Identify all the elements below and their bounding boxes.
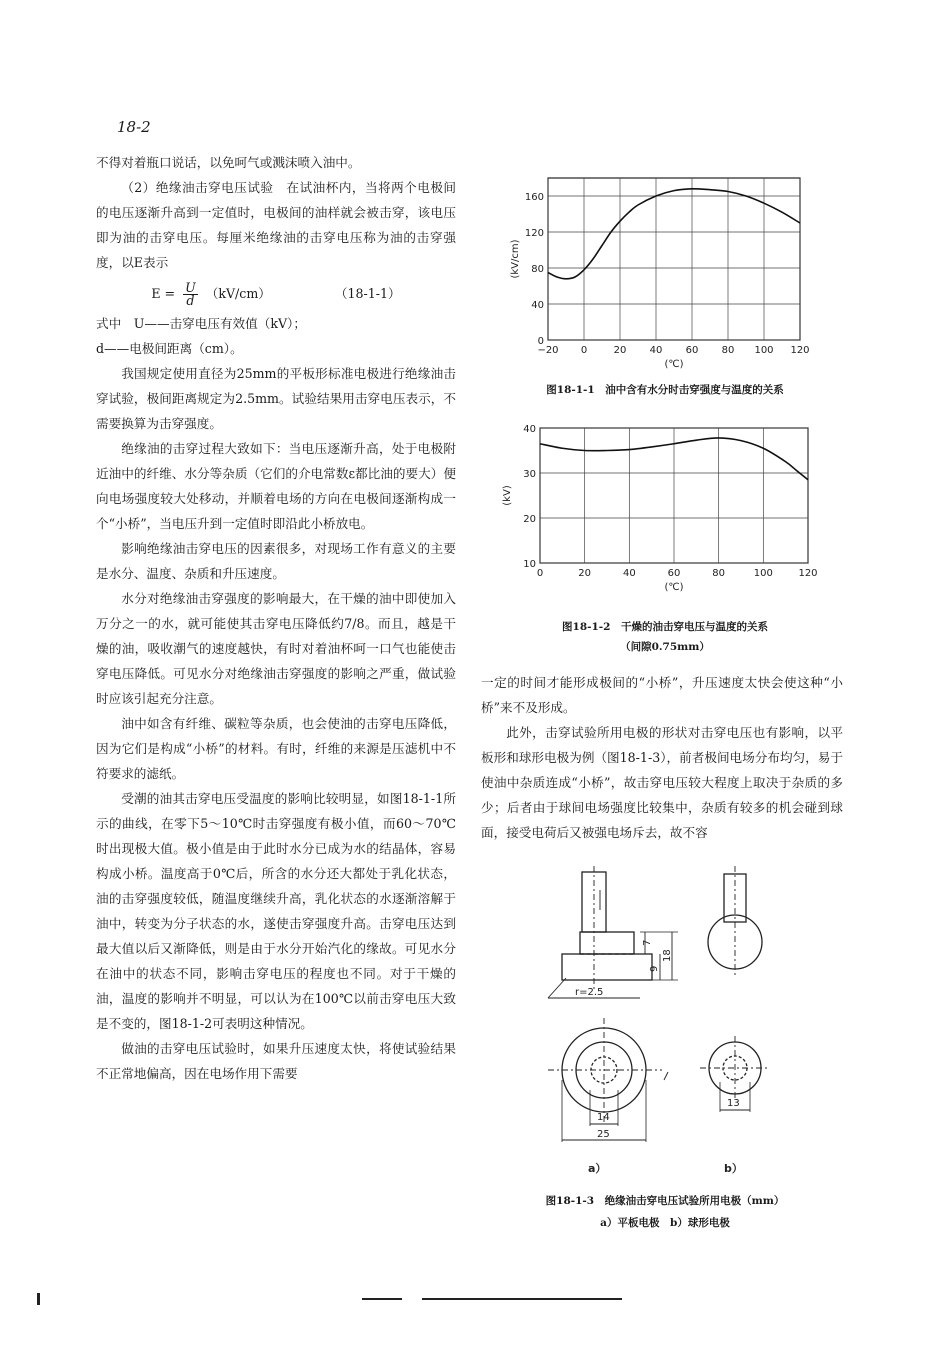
- y-axis-label: (kV/cm): [510, 239, 521, 279]
- y-tick-label: 40: [523, 424, 536, 435]
- y-tick-label: 120: [524, 228, 544, 239]
- x-axis-label: (℃): [664, 582, 684, 593]
- x-tick-label: 120: [790, 345, 810, 356]
- x-tick-label: 60: [667, 568, 681, 579]
- caption-fig-18-1-1: 图18-1-1 油中含有水分时击穿强度与温度的关系: [546, 384, 784, 396]
- x-tick-label: 100: [753, 568, 773, 579]
- formula-numerator: U: [185, 280, 196, 295]
- formula-lhs: E =: [151, 286, 176, 301]
- caption-fig-18-1-3-sub: a）平板电极 b）球形电极: [600, 1217, 730, 1229]
- paragraph: 一定的时间才能形成极间的“小桥”，升压速度太快会使这种“小桥”来不及形成。: [481, 675, 843, 715]
- y-tick-label: 20: [523, 514, 536, 525]
- x-tick-label: 0: [580, 345, 588, 356]
- dim-label: 14: [597, 1112, 610, 1123]
- subfigure-label-a: a）: [588, 1162, 607, 1175]
- x-tick-label: 20: [613, 345, 627, 356]
- caption-fig-18-1-3: 图18-1-3 绝缘油击穿电压试验所用电极（mm）: [545, 1195, 785, 1207]
- scan-mark: [422, 1298, 622, 1300]
- y-tick-label: 40: [531, 300, 544, 311]
- scan-mark: [362, 1298, 402, 1300]
- dim-label: 7: [642, 939, 653, 946]
- dim-label: r=2.5: [575, 987, 604, 998]
- paragraph: 绝缘油的击穿过程大致如下：当电压逐渐升高，处于电极附近油中的纤维、水分等杂质（它们的介电常数ε都比油的要大）便向电场强度较大处移动，并顺着电场的方向在电极间逐渐构成一个“小桥”，当电压升到一定值时即沿此小桥放电。: [96, 441, 456, 531]
- paragraph: 水分对绝缘油击穿强度的影响最大，在干燥的油中即使加入万分之一的水，就可能使其击穿电压降低约7/8。而且，越是干燥的油，吸收潮气的速度越快，有时对着油杯呵一口气也能使击穿电压降低。可见水分对绝缘油击穿强度的影响之严重，做试验时应该引起充分注意。: [96, 591, 456, 706]
- y-axis-label: (kV): [502, 485, 513, 506]
- x-tick-label: 100: [754, 345, 774, 356]
- x-tick-label: 0: [536, 568, 544, 579]
- paragraph: 影响绝缘油击穿电压的因素很多，对现场工作有意义的主要是水分、温度、杂质和升压速度。: [96, 541, 456, 581]
- electrode-upper-block: [580, 932, 634, 954]
- subfigure-label-b: b）: [724, 1162, 743, 1175]
- paragraph: 油中如含有纤维、碳粒等杂质，也会使油的击穿电压降低，因为它们是构成“小桥”的材料。有时，纤维的来源是压滤机中不符要求的滤纸。: [96, 716, 456, 781]
- formula-number: （18-1-1）: [334, 286, 401, 301]
- y-tick-label: 30: [523, 469, 536, 480]
- x-tick-label: 40: [649, 345, 663, 356]
- formula-unit: （kV/cm）: [205, 286, 271, 301]
- dim-label: 9: [649, 965, 660, 972]
- x-tick-label: 40: [622, 568, 636, 579]
- paragraph: 做油的击穿电压试验时，如果升压速度太快，将使试验结果不正常地偏高，因在电场作用下需要: [96, 1041, 456, 1081]
- x-tick-label: 80: [712, 568, 726, 579]
- x-tick-label: 80: [721, 345, 735, 356]
- paragraph: 我国规定使用直径为25mm的平板形标准电极进行绝缘油击穿试验，极间距离规定为2.5mm。试验结果用击穿电压表示，不需要换算为击穿强度。: [96, 366, 456, 431]
- y-tick-label: 0: [537, 336, 544, 347]
- y-tick-label: 10: [523, 559, 536, 570]
- paragraph: （2）绝缘油击穿电压试验 在试油杯内，当将两个电极间的电压逐渐升高到一定值时，电极间的油样就会被击穿，该电压即为油的击穿电压。每厘米绝缘油的击穿电压称为油的击穿强度，以E表示: [96, 180, 456, 270]
- paragraph: 受潮的油其击穿电压受温度的影响比较明显，如图18-1-1所示的曲线，在零下5～10℃时击穿强度有极小值，而60～70℃时出现极大值。极小值是由于此时水分已成为水的结晶体，容易构成小桥。温度高于0℃后，所含的水分还大都处于乳化状态，油的击穿强度较低，随温度继续升高，乳化状态的水逐渐溶解于油中，转变为分子状态的水，遂使击穿强度升高。击穿电压达到最大值以后又渐降低，则是由于水分开始汽化的缘故。可见水分在油中的状态不同，影响击穿电压的程度也不同。对于干燥的油，温度的影响并不明显，可以认为在100℃以前击穿电压大致是不变的，图18-1-2可表明这种情况。: [96, 791, 456, 1031]
- dim-label: 18: [662, 949, 673, 962]
- page-number: 18-2: [117, 118, 151, 136]
- dim-label: 13: [727, 1098, 740, 1109]
- x-tick-label: 20: [578, 568, 592, 579]
- formula-legend: d——电极间距离（cm）。: [96, 341, 243, 356]
- dim-label: 25: [597, 1129, 610, 1140]
- electrode-plate: [562, 954, 652, 980]
- caption-fig-18-1-2-sub: （间隙0.75mm）: [620, 641, 710, 653]
- paragraph: 不得对着瓶口说话，以免呵气或溅沫喷入油中。: [96, 155, 361, 170]
- x-tick-label: 60: [685, 345, 699, 356]
- paragraph: 此外，击穿试验所用电极的形状对击穿电压也有影响，以平板形和球形电极为例（图18-1-3），前者极间电场分布均匀，易于使油中杂质连成“小桥”，故击穿电压较大程度上取决于杂质的多少；后者由于球间电场强度比较集中，杂质有较多的机会碰到球面，接受电荷后又被强电场斥去，故不容: [481, 725, 843, 840]
- x-axis-label: (℃): [664, 359, 684, 370]
- formula-denominator: d: [186, 293, 195, 308]
- formula-legend: 式中 U——击穿电压有效值（kV）；: [96, 316, 306, 331]
- x-tick-label: 120: [798, 568, 818, 579]
- scan-mark: [37, 1293, 40, 1305]
- y-tick-label: 80: [531, 264, 544, 275]
- x-tick-label: −20: [537, 345, 559, 356]
- y-tick-label: 160: [524, 192, 544, 203]
- caption-fig-18-1-2: 图18-1-2 干燥的油击穿电压与温度的关系: [562, 621, 768, 633]
